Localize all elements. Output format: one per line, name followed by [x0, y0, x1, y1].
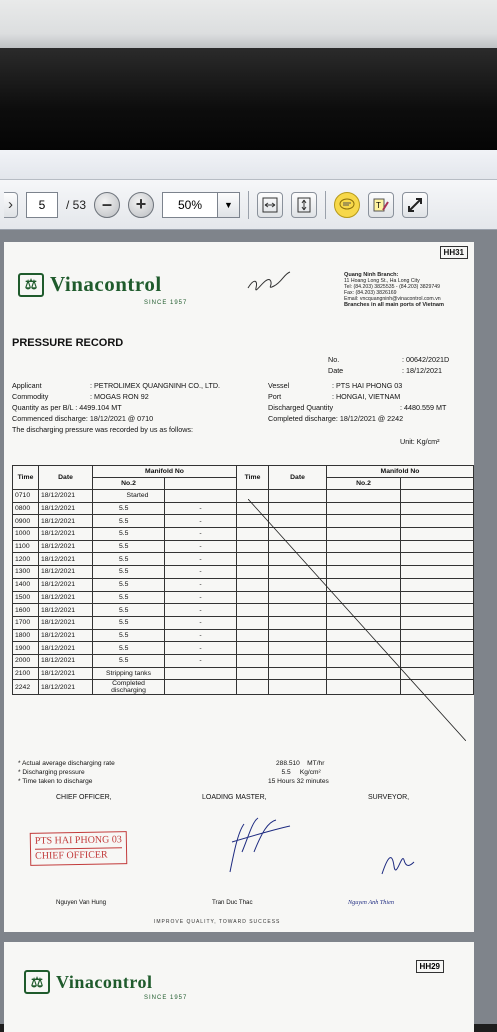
vinacontrol-logo — [18, 272, 162, 297]
toolbar — [0, 180, 497, 230]
cell-date: 18/12/2021 — [39, 540, 93, 553]
page-nav-icon[interactable]: › — [4, 192, 18, 218]
cell-dash: - — [165, 629, 237, 642]
cell-pressure: 5.5 — [93, 591, 165, 604]
time-value: 15 Hours 32 minutes — [268, 778, 329, 785]
col-no2-2: No.2 — [327, 478, 401, 490]
cell-pressure: 5.5 — [93, 515, 165, 528]
cell-time: 1000 — [13, 528, 39, 541]
loading-master-signature — [224, 812, 294, 881]
loading-master-label: LOADING MASTER, — [202, 794, 267, 801]
cell-dash: - — [165, 604, 237, 617]
cell-pressure: 5.5 — [93, 616, 165, 629]
chief-officer-label: CHIEF OFFICER, — [56, 794, 112, 801]
summary-values — [268, 759, 329, 786]
toolbar-separator — [325, 191, 326, 219]
chief-officer-name: Nguyen Van Hung — [56, 899, 107, 906]
logo-text: Vinacontrol — [50, 272, 162, 296]
cell-pressure: Completed discharging — [93, 680, 165, 695]
cell-date: 18/12/2021 — [39, 667, 93, 680]
cell-dash: - — [165, 578, 237, 591]
cell-dash: - — [165, 591, 237, 604]
commenced-discharge: Commenced discharge: 18/12/2021 @ 0710 — [12, 414, 154, 423]
zoom-select[interactable] — [162, 192, 240, 218]
document-code: HH31 — [440, 246, 468, 259]
fit-width-icon[interactable] — [257, 192, 283, 218]
cell-date: 18/12/2021 — [39, 502, 93, 515]
monitor-bezel — [0, 48, 497, 150]
col-manifold-2: Manifold No — [327, 466, 474, 478]
document-page-next — [4, 942, 474, 1032]
time-label: * Time taken to discharge — [18, 778, 93, 785]
col-date: Date — [39, 466, 93, 490]
cell-date: 18/12/2021 — [39, 604, 93, 617]
completed-discharge: Completed discharge: 18/12/2021 @ 2242 — [268, 414, 404, 423]
recorded-note: The discharging pressure was recorded by us as follows: — [12, 425, 193, 434]
cell-dash: - — [165, 616, 237, 629]
zoom-in-button[interactable]: + — [128, 192, 154, 218]
pressure-label: * Discharging pressure — [18, 769, 85, 776]
cell-date: 18/12/2021 — [39, 528, 93, 541]
document-viewer[interactable] — [0, 230, 497, 1024]
monitor-glare — [0, 0, 497, 48]
toolbar-separator — [248, 191, 249, 219]
commodity-value: : MOGAS RON 92 — [90, 392, 149, 401]
cell-dash: - — [165, 654, 237, 667]
chief-officer-stamp — [30, 831, 128, 866]
doc-no-value: : 00642/2021D — [402, 355, 450, 364]
doc-no-label: No. — [328, 355, 340, 364]
comment-icon[interactable] — [334, 192, 360, 218]
col-no2: No.2 — [93, 478, 165, 490]
cell-time: 1900 — [13, 642, 39, 655]
col-time: Time — [13, 466, 39, 490]
col-blank-2 — [401, 478, 474, 490]
cell-time: 0900 — [13, 515, 39, 528]
cell-dash: - — [165, 515, 237, 528]
cell-dash: - — [165, 642, 237, 655]
cell-date: 18/12/2021 — [39, 578, 93, 591]
cell-pressure: Stripping tanks — [93, 667, 165, 680]
document-title: PRESSURE RECORD — [12, 337, 124, 349]
cell-date: 18/12/2021 — [39, 616, 93, 629]
top-signature — [246, 270, 292, 301]
cell-time: 2242 — [13, 680, 39, 695]
cell-pressure: 5.5 — [93, 604, 165, 617]
doc-date-label: Date — [328, 366, 344, 375]
cell-date: 18/12/2021 — [39, 566, 93, 579]
cell-pressure: Started — [93, 490, 165, 503]
port-label: Port — [268, 392, 282, 401]
cell-time: 0800 — [13, 502, 39, 515]
surveyor-signature — [378, 850, 418, 885]
cell-dash: - — [165, 566, 237, 579]
next-page-logo-text: Vinacontrol — [56, 971, 153, 992]
cell-pressure: 5.5 — [93, 642, 165, 655]
vessel-value: : PTS HAI PHONG 03 — [332, 381, 403, 390]
cell-date: 18/12/2021 — [39, 553, 93, 566]
surveyor-name: Nguyen Anh Thien — [348, 899, 394, 906]
scales-icon: ⚖ — [18, 273, 44, 297]
cell-time: 2100 — [13, 667, 39, 680]
cell-time: 2000 — [13, 654, 39, 667]
cell-time: 1500 — [13, 591, 39, 604]
doc-date-value: : 18/12/2021 — [402, 366, 442, 375]
cell-date: 18/12/2021 — [39, 642, 93, 655]
fit-page-icon[interactable] — [291, 192, 317, 218]
diagonal-cancel-line — [248, 499, 466, 741]
scales-icon: ⚖ — [24, 970, 50, 994]
cell-pressure: 5.5 — [93, 654, 165, 667]
cell-pressure: 5.5 — [93, 528, 165, 541]
col-blank — [165, 478, 237, 490]
logo-since: SINCE 1957 — [144, 300, 188, 306]
surveyor-label: SURVEYOR, — [368, 794, 410, 801]
cell-dash: - — [165, 540, 237, 553]
cell-date: 18/12/2021 — [39, 654, 93, 667]
highlight-text-icon[interactable] — [368, 192, 394, 218]
branch-tel: Tel: (84.203) 3825535 - (84.203) 3829749 — [344, 284, 441, 290]
vessel-label: Vessel — [268, 381, 290, 390]
discharged-label: Discharged Quantity — [268, 403, 334, 412]
cell-time: 0710 — [13, 490, 39, 503]
col-manifold: Manifold No — [93, 466, 237, 478]
cell-dash: - — [165, 553, 237, 566]
port-value: : HONGAI, VIETNAM — [332, 392, 401, 401]
stamp-line-1: PTS HAI PHONG 03 — [34, 834, 122, 847]
branch-email: Email: vncquangninh@vinacontrol.com.vn — [344, 296, 441, 302]
cell-date: 18/12/2021 — [39, 515, 93, 528]
cell-time: 1200 — [13, 553, 39, 566]
stamp-line-2: CHIEF OFFICER — [35, 847, 122, 864]
next-page-code: HH29 — [416, 960, 444, 973]
branch-info — [344, 272, 444, 308]
page-total: / 53 — [66, 197, 87, 212]
cell-pressure: 5.5 — [93, 553, 165, 566]
applicant-label: Applicant — [12, 381, 42, 390]
quantity-bl: Quantity as per B/L : 4499.104 MT — [12, 403, 122, 412]
branch-fax: Fax: (84.203) 3826169 — [344, 290, 397, 296]
pressure-unit: Kg/cm² — [299, 769, 321, 776]
cell-pressure: 5.5 — [93, 578, 165, 591]
branch-address: 11 Hoang Long St., Ha Long City — [344, 278, 420, 284]
cell-dash — [165, 667, 237, 680]
cell-dash: - — [165, 528, 237, 541]
cell-date: 18/12/2021 — [39, 629, 93, 642]
title-bar — [0, 150, 497, 180]
unit-label: Unit: Kg/cm² — [400, 437, 440, 446]
cell-pressure: 5.5 — [93, 566, 165, 579]
zoom-out-button[interactable]: – — [94, 192, 120, 218]
zoom-value[interactable]: 50% — [162, 192, 218, 218]
cell-date: 18/12/2021 — [39, 680, 93, 695]
cell-pressure: 5.5 — [93, 629, 165, 642]
next-page-since: SINCE 1957 — [144, 995, 188, 1001]
cell-time: 1600 — [13, 604, 39, 617]
branch-name: Quang Ninh Branch: — [344, 272, 399, 278]
cell-date: 18/12/2021 — [39, 490, 93, 503]
cell-pressure: 5.5 — [93, 502, 165, 515]
cell-dash — [165, 680, 237, 695]
col-time-2: Time — [237, 466, 269, 490]
document-page — [4, 242, 474, 932]
cell-time: 1800 — [13, 629, 39, 642]
cell-dash — [165, 490, 237, 503]
company-motto: IMPROVE QUALITY, TOWARD SUCCESS — [154, 919, 281, 925]
cell-time: 1100 — [13, 540, 39, 553]
rate-unit: MT/hr — [307, 760, 325, 767]
page-number-input[interactable]: 5 — [26, 192, 58, 218]
col-date-2: Date — [269, 466, 327, 490]
cell-dash: - — [165, 502, 237, 515]
cell-time: 1400 — [13, 578, 39, 591]
cell-time: 1300 — [13, 566, 39, 579]
svg-text:T: T — [376, 200, 381, 210]
chevron-down-icon[interactable]: ▼ — [218, 192, 240, 218]
rate-label: * Actual average discharging rate — [18, 760, 115, 767]
rate-value: 288.510 — [276, 760, 300, 767]
pdf-viewer-window — [0, 150, 497, 1024]
loading-master-name: Tran Duc Thac — [212, 899, 253, 906]
pressure-value: 5.5 — [281, 769, 291, 776]
summary-labels — [18, 759, 115, 786]
fullscreen-icon[interactable] — [402, 192, 428, 218]
branch-ports: Branches in all main ports of Vietnam — [344, 302, 444, 308]
cell-date: 18/12/2021 — [39, 591, 93, 604]
discharged-value: : 4480.559 MT — [400, 403, 447, 412]
applicant-value: : PETROLIMEX QUANGNINH CO., LTD. — [90, 381, 221, 390]
commodity-label: Commodity — [12, 392, 49, 401]
cell-pressure: 5.5 — [93, 540, 165, 553]
cell-time: 1700 — [13, 616, 39, 629]
next-page-logo — [24, 970, 153, 994]
